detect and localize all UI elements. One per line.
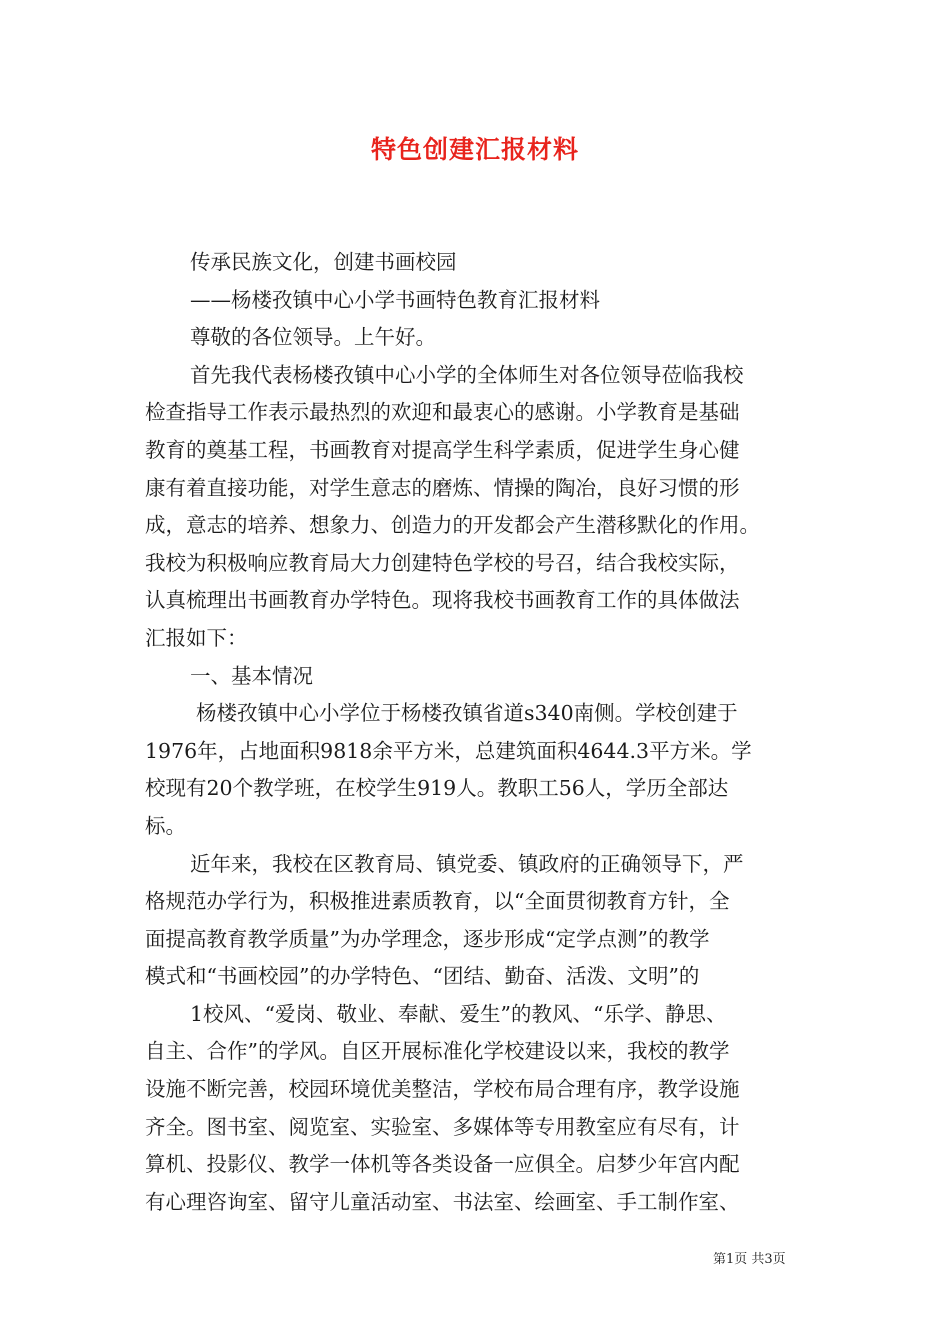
text-line: 认真梳理出书画教育办学特色。现将我校书画教育工作的具体做法 — [145, 588, 740, 613]
text-line: 标。 — [145, 813, 186, 838]
text-line: 成，意志的培养、想象力、创造力的开发都会产生潜移默化的作用。 — [145, 513, 760, 538]
text-line: 尊敬的各位领导。上午好。 — [190, 325, 436, 350]
text-line: 教育的奠基工程，书画教育对提高学生科学素质，促进学生身心健 — [145, 437, 740, 462]
text-line: 康有着直接功能，对学生意志的磨炼、情操的陶冶，良好习惯的形 — [145, 475, 740, 500]
text-line: 近年来，我校在区教育局、镇党委、镇政府的正确领导下，严 — [190, 851, 744, 876]
text-line: 自主、合作”的学风。自区开展标准化学校建设以来，我校的教学 — [145, 1039, 730, 1064]
text-line: 我校为积极响应教育局大力创建特色学校的号召，结合我校实际， — [145, 550, 740, 575]
text-line: 传承民族文化，创建书画校园 — [190, 250, 457, 274]
text-line: 校现有20个教学班，在校学生919人。教职工56人，学历全部达 — [145, 776, 729, 801]
text-line: 有心理咨询室、留守儿童活动室、书法室、绘画室、手工制作室、 — [145, 1189, 740, 1214]
text-line: 1976年，占地面积9818余平方米，总建筑面积4644.3平方米。学 — [145, 738, 752, 763]
text-line: 首先我代表杨楼孜镇中心小学的全体师生对各位领导莅临我校 — [190, 362, 744, 387]
text-line: 1校风、“爱岗、敬业、奉献、爱生”的教风、“乐学、静思、 — [190, 1001, 727, 1026]
text-line: 齐全。图书室、阅览室、实验室、多媒体等专用教室应有尽有，计 — [145, 1114, 740, 1139]
text-line: 检查指导工作表示最热烈的欢迎和最衷心的感谢。小学教育是基础 — [145, 400, 740, 425]
section-heading: 一、基本情况 — [190, 663, 313, 688]
text-line: 汇报如下： — [145, 625, 248, 650]
text-line: 设施不断完善，校园环境优美整洁，学校布局合理有序，教学设施 — [145, 1077, 740, 1102]
text-line: ——杨楼孜镇中心小学书画特色教育汇报材料 — [190, 287, 600, 312]
page-title: 特色创建汇报材料 — [370, 135, 579, 164]
text-line: 杨楼孜镇中心小学位于杨楼孜镇省道s340南侧。学校创建于 — [196, 701, 738, 726]
text-line: 格规范办学行为，积极推进素质教育，以“全面贯彻教育方针，全 — [145, 889, 730, 914]
text-line: 模式和“书画校园”的办学特色、“团结、勤奋、活泼、文明”的 — [145, 964, 700, 989]
text-line: 算机、投影仪、教学一体机等各类设备一应俱全。启梦少年宫内配 — [145, 1152, 740, 1177]
text-line: 面提高教育教学质量”为办学理念，逐步形成“定学点测”的教学 — [145, 926, 710, 951]
page-number: 第1页 共3页 — [713, 1252, 786, 1267]
document-body — [145, 244, 810, 1221]
